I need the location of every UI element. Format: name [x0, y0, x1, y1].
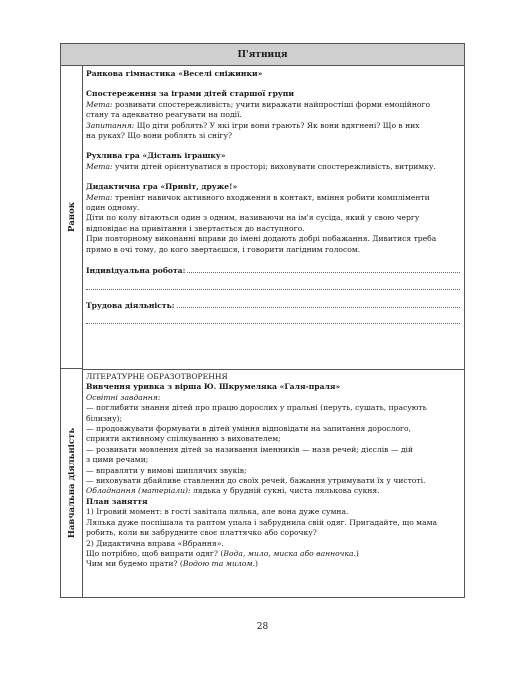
- observation-goal-line-2: стану та адекватно реагувати на події.: [86, 110, 242, 120]
- row-divider: [83, 369, 464, 370]
- plan-step-1-text-2: робить, коли ви забрудните своє платтячко або сорочку?: [86, 528, 317, 538]
- observation-questions-line-2: на руках? Що вони роблять зі снігу?: [86, 131, 233, 141]
- question-2: Чим ми будемо прати? (Водою та милом.): [86, 559, 258, 569]
- plan-step-1: 1) Ігровий момент: в гості завітала лялька, але вона дуже сумна.: [86, 507, 349, 517]
- tasks-label: Освітні завдання:: [86, 392, 161, 402]
- morning-side-label: Ранок: [66, 202, 77, 232]
- didactic-text-3: При повторному виконанні вправи до імені додають добрі побажання. Дивитися треба: [86, 234, 437, 244]
- learning-side-cell: [61, 369, 83, 597]
- didactic-goal-line: Мета: тренінг навичок активного входження в контакт, вміння робити компліменти: [86, 192, 430, 202]
- didactic-game-title: Дидактична гра «Привіт, друже!»: [86, 182, 238, 192]
- learning-content: [86, 372, 460, 570]
- labor-activity-field: Трудова діяльність:: [86, 300, 460, 311]
- page-number: 28: [256, 622, 269, 632]
- plan-label: План заняття: [86, 496, 148, 506]
- plan-step-1-text-1: Лялька дуже поспішала та раптом упала і забруднила свій одяг. Пригадайте, що мама: [86, 517, 438, 527]
- observation-questions-line: Запитання: Що діти роблять? У які ігри вони грають? Як вони вдягнені? Що в них: [86, 120, 420, 130]
- didactic-text-1: Діти по колу вітаються один з одним, називаючи на ім'я сусіда, який у свою чергу: [86, 213, 420, 223]
- didactic-text-2: відповідає на привітання і звертається до наступного.: [86, 223, 305, 233]
- labor-activity-blank-line: [86, 311, 460, 324]
- task-3-line-1: — розвивати мовлення дітей за називання іменників — назв речей; дієслів — дій: [86, 444, 414, 454]
- plan-step-2: 2) Дидактична вправа «Вбрання».: [86, 538, 224, 548]
- task-4: — вправляти у вимові шиплячих звуків;: [86, 465, 247, 475]
- mobile-game-title: Рухлива гра «Дістань іграшку»: [86, 151, 226, 161]
- task-2-line-1: — продовжувати формувати в дітей уміння відповідати на запитання дорослого,: [86, 424, 412, 434]
- task-2-line-2: сприяти активному спілкуванню з вихователем;: [86, 434, 281, 444]
- morning-side-cell: [61, 66, 83, 369]
- learning-subtitle: Вивчення уривка з вірша Ю. Шкрумеляка «Галя-праля»: [86, 382, 341, 392]
- task-5: — виховувати дбайливе ставлення до своїх речей, бажання утримувати їх у чистоті.: [86, 476, 426, 486]
- day-header: П'ятниця: [61, 44, 464, 66]
- individual-work-blank-line: [86, 277, 460, 290]
- task-1-line-2: білизну);: [86, 413, 123, 423]
- question-1: Що потрібно, щоб випрати одяг? (Вода, мило, миска або ванночка.): [86, 548, 359, 558]
- task-1-line-1: — поглибити знання дітей про працю дорослих у пральні (перуть, сушать, прасують: [86, 403, 427, 413]
- didactic-goal-line-2: один одному.: [86, 203, 140, 213]
- gymnastics-title: Ранкова гімнастика «Веселі сніжинки»: [86, 69, 263, 78]
- task-3-line-2: з цими речами;: [86, 455, 149, 465]
- morning-content: [86, 69, 460, 324]
- observation-title: Спостереження за іграми дітей старшої групи: [86, 89, 294, 99]
- plan-table: [60, 43, 465, 598]
- equipment-line: Обладнання (матеріали): лядька у брудній сукні, чиста лялькова сукня.: [86, 486, 380, 496]
- individual-work-field: Індивідуальна робота:: [86, 265, 460, 276]
- mobile-game-goal: Мета: учити дітей орієнтуватися в просторі; виховувати спостережливість, витримку.: [86, 161, 436, 171]
- didactic-text-4: прямо в очі тому, до кого звертаєшся, і говорити лагідним голосом.: [86, 244, 361, 254]
- observation-goal-line: Мета: розвивати спостережливість; учити виражати найпростіші форми емоційного: [86, 99, 431, 109]
- learning-title: ЛІТЕРАТУРНЕ ОБРАЗОТВОРЕННЯ: [86, 372, 228, 381]
- learning-side-label: Навчальна діяльність: [66, 427, 77, 539]
